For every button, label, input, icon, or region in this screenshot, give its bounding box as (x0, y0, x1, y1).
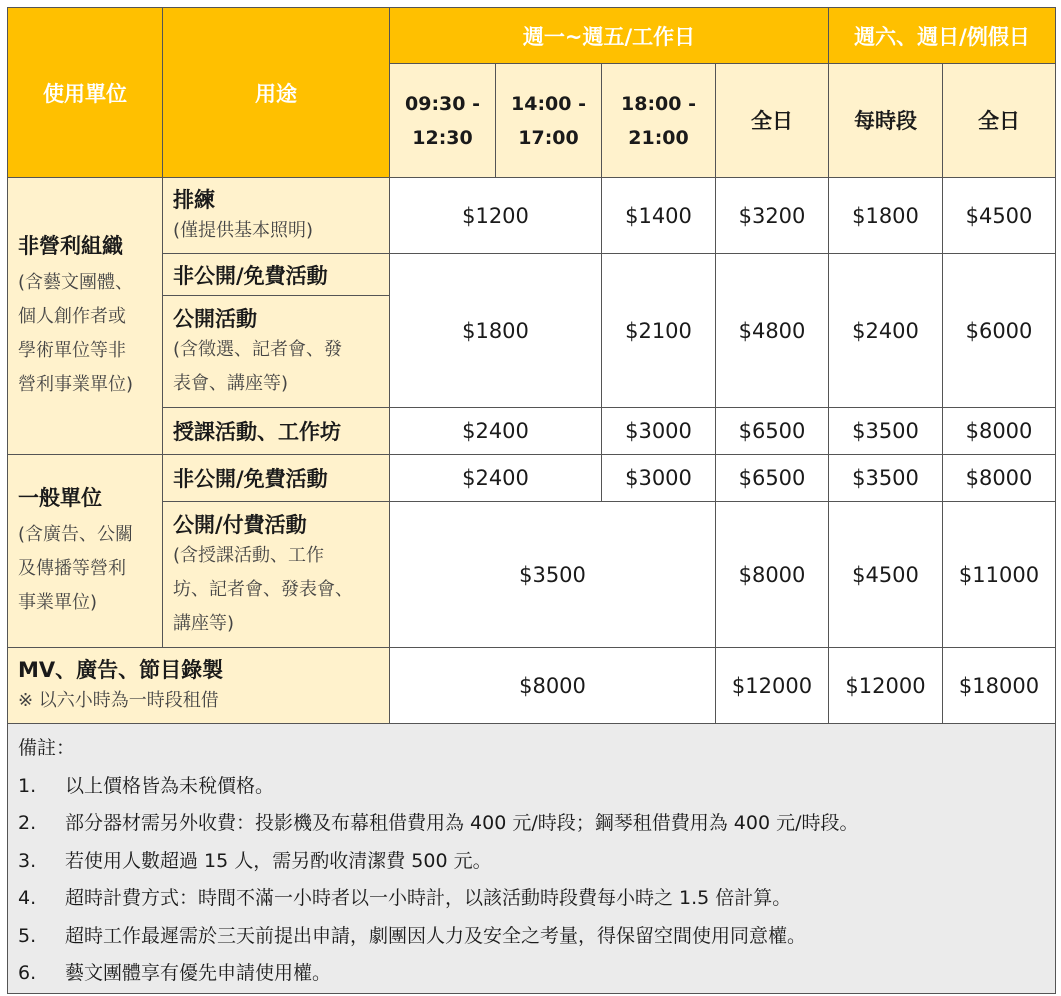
purpose-rehearsal: 排練 (僅提供基本照明) (163, 178, 390, 254)
note-item: 1. 以上價格皆為未稅價格。 (18, 774, 275, 797)
price-cell: $12000 (716, 648, 829, 724)
price-cell: $8000 (943, 455, 1056, 502)
price-cell: $6500 (716, 455, 829, 502)
price-cell: $12000 (829, 648, 943, 724)
price-cell: $2400 (829, 254, 943, 408)
price-cell: $1800 (390, 254, 602, 408)
unit-nonprofit: 非營利組織 (含藝文團體、 個人創作者或 學術單位等非 營利事業單位) (8, 178, 163, 455)
header-weekday-fullday: 全日 (716, 64, 829, 178)
note-item: 3. 若使用人數超過 15 人，需另酌收清潔費 500 元。 (18, 849, 492, 872)
price-cell: $8000 (716, 502, 829, 648)
header-purpose: 用途 (163, 8, 390, 178)
price-cell: $1200 (390, 178, 602, 254)
notes-heading: 備註： (18, 737, 76, 759)
price-cell: $18000 (943, 648, 1056, 724)
price-cell: $3500 (390, 502, 716, 648)
price-cell: $3200 (716, 178, 829, 254)
note-item: 2. 部分器材需另外收費：投影機及布幕租借費用為 400 元/時段；鋼琴租借費用為 400 元/時段。 (18, 812, 859, 834)
price-cell: $4500 (829, 502, 943, 648)
header-weekend-per-slot: 每時段 (829, 64, 943, 178)
price-cell: $2400 (390, 408, 602, 455)
note-item: 4. 超時計費方式：時間不滿一小時者以一小時計，以該活動時段費每小時之 1.5 倍計算。 (18, 887, 792, 909)
purpose-nonprofit-teaching: 授課活動、工作坊 (163, 408, 390, 455)
price-cell: $1400 (602, 178, 716, 254)
notes-section (8, 724, 1056, 994)
price-cell: $3500 (829, 408, 943, 455)
unit-general: 一般單位 (含廣告、公關 及傳播等營利 事業單位) (8, 455, 163, 648)
pricing-table (7, 7, 1056, 994)
price-cell: $8000 (943, 408, 1056, 455)
header-slot-afternoon: 14:00 - 17:00 (496, 64, 602, 178)
price-cell: $3000 (602, 455, 716, 502)
price-cell: $1800 (829, 178, 943, 254)
note-item: 5. 超時工作最遲需於三天前提出申請，劇團因人力及安全之考量，得保留空間使用同意權。 (18, 924, 807, 947)
purpose-mv: MV、廣告、節目錄製 ※ 以六小時為一時段租借 (8, 648, 390, 724)
price-cell: $6000 (943, 254, 1056, 408)
price-cell: $3000 (602, 408, 716, 455)
price-cell: $2100 (602, 254, 716, 408)
header-weekend: 週六、週日/例假日 (829, 8, 1056, 64)
header-slot-morning: 09:30 - 12:30 (390, 64, 496, 178)
unit-nonprofit-name: 非營利組織 (18, 234, 123, 258)
unit-general-name: 一般單位 (18, 486, 102, 510)
purpose-general-paid: 公開/付費活動 (含授課活動、工作 坊、記者會、發表會、 講座等) (163, 502, 390, 648)
price-cell: $11000 (943, 502, 1056, 648)
header-weekend-fullday: 全日 (943, 64, 1056, 178)
price-cell: $6500 (716, 408, 829, 455)
price-cell: $3500 (829, 455, 943, 502)
price-cell: $4800 (716, 254, 829, 408)
price-cell: $4500 (943, 178, 1056, 254)
note-item: 6. 藝文團體享有優先申請使用權。 (18, 962, 332, 984)
header-unit: 使用單位 (8, 8, 163, 178)
price-cell: $2400 (390, 455, 602, 502)
header-slot-evening: 18:00 - 21:00 (602, 64, 716, 178)
purpose-general-private: 非公開/免費活動 (163, 455, 390, 502)
price-cell: $8000 (390, 648, 716, 724)
purpose-nonprofit-public: 公開活動 (含徵選、記者會、發 表會、講座等) (163, 296, 390, 408)
purpose-nonprofit-private: 非公開/免費活動 (163, 254, 390, 296)
header-weekday: 週一~週五/工作日 (390, 8, 829, 64)
